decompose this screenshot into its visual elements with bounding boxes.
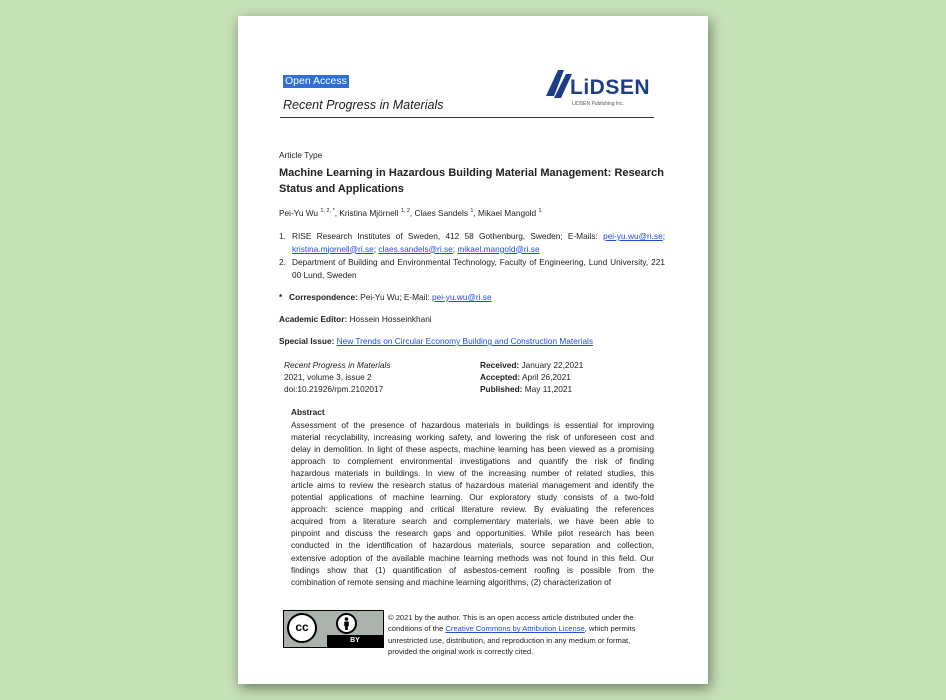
editor-label: Academic Editor: [279, 314, 348, 324]
license-text: © 2021 by the author. This is an open access article distributed under the conditions of the [388, 613, 634, 634]
affiliation-text: RISE Research Institutes of Sweden, 412 58 Gothenburg, Sweden; E-Mails: [292, 231, 598, 241]
email-link[interactable]: mikael.mangold@ri.se [457, 243, 540, 254]
abstract-line: approach: science mapping and critical literature review. By evaluating the references [291, 504, 654, 515]
affiliation-text: Department of Building and Environmental Technology, Faculty of Engineering, Lund University, 221 00 Lund, Sweden [292, 257, 665, 280]
article-title: Machine Learning in Hazardous Building Material Management: Research Status and Applications [279, 167, 664, 195]
correspondence-star: * [279, 292, 283, 302]
affiliation-number: 1. [279, 231, 286, 241]
author-affil-mark: 1 [470, 208, 474, 215]
license-text-rest: , which permits unrestricted use, distribution, and reproduction in any medium or format, provided the original work is correctly cited. [388, 624, 636, 656]
lidsen-logo [544, 64, 654, 114]
author-name: Pei-Yu Wu [279, 208, 319, 218]
publication-info [284, 359, 391, 395]
cc-by-badge[interactable] [283, 610, 384, 648]
received-label: Received: [480, 360, 520, 370]
abstract-line: findings show that (1) quantification of asbestos-cement roofing is possible from the [291, 564, 654, 575]
logo-subtitle: LIDSEN Publishing Inc. [572, 101, 624, 107]
attribution-person-icon [336, 613, 357, 634]
abstract-line: material recyclability, increasing working safety, and lowering the risk of unforeseen cost and [291, 432, 654, 443]
abstract-line: conducted in the identification of hazardous materials, source separation and collection, [291, 540, 654, 551]
affiliation-2 [279, 256, 665, 281]
special-issue-link[interactable]: New Trends on Circular Economy Building and Construction Materials [336, 336, 594, 346]
cc-icon: cc [287, 613, 317, 643]
correspondence-email-link[interactable]: pei-yu.wu@ri.se [431, 292, 492, 302]
by-label: BY [327, 635, 383, 647]
author-affil-mark: 1, 2 [400, 208, 410, 215]
special-issue-label: Special Issue: [279, 336, 335, 346]
author-name: Claes Sandels [414, 208, 469, 218]
abstract-line: Assessment of the presence of hazardous materials in buildings is essential for improving [291, 420, 654, 430]
header-divider [280, 117, 654, 118]
accepted-label: Accepted: [480, 372, 521, 382]
abstract-line: hazardous materials in buildings. In view of the increasing number of related studies, this [291, 468, 654, 479]
paper-page [238, 16, 708, 684]
abstract-line: article aims to review the research status of hazardous material management and identify the [291, 480, 654, 491]
academic-editor [279, 314, 432, 324]
abstract-line: delay in demolition. In light of these aspects, machine learning has been viewed as a promising [291, 444, 654, 455]
abstract-line: pinpoint and discuss the research gaps and opportunities. While pilot research has been [291, 528, 654, 539]
affiliation-number: 2. [279, 257, 286, 267]
abstract-body [291, 419, 654, 588]
email-link[interactable]: claes.sandels@ri.se [378, 243, 453, 254]
special-issue [279, 336, 593, 346]
logo-wordmark: LiDSEN [570, 76, 651, 99]
email-link[interactable]: kristina.mjornell@ri.se [292, 243, 374, 254]
email-link[interactable]: pei-yu.wu@ri.se [603, 231, 663, 241]
author-name: Mikael Mangold [478, 208, 537, 218]
published-label: Published: [480, 384, 523, 394]
accepted-date: April 26,2021 [521, 372, 571, 382]
abstract-line: approach to complement environmental investigations and quantify the risk of finding [291, 456, 654, 467]
article-type: Article Type [279, 150, 323, 160]
abstract-line: extensive adoption of the available machine learning methods was not found in this field. Our [291, 552, 654, 563]
correspondence [279, 292, 492, 302]
correspondence-label: Correspondence: [289, 292, 358, 302]
license-link[interactable]: Creative Commons by Attribution License [445, 624, 585, 634]
abstract-line: potential applications of machine learning. Our exploratory study consists of a two-fold [291, 492, 654, 503]
publication-dates [480, 359, 583, 395]
author-affil-mark: 1 [538, 208, 542, 215]
correspondence-text: Pei-Yu Wu; E-Mail: [360, 292, 430, 302]
open-access-label: Open Access [285, 75, 347, 87]
abstract-line: acquired from a literature search and complementary materials, we have been able to [291, 516, 654, 527]
journal-title: Recent Progress in Materials [283, 98, 444, 112]
license-statement [388, 612, 656, 657]
abstract-heading: Abstract [291, 407, 325, 417]
author-name: Kristina Mjörnell [339, 208, 399, 218]
affiliation-1: 1. RISE Research Institutes of Sweden, 412 58 Gothenburg, Sweden; E-Mails: pei-yu.wu@ri.se; kristina.mjornell@ri.se; claes.sandels@ri.se; mikael.mangold@ri.se [279, 231, 665, 254]
author-affil-mark: 1, 2, * [320, 208, 335, 215]
received-date: January 22,2021 [521, 360, 584, 370]
author-list: Pei-Yu Wu $^{1, 2, *}$, Kristina Mjörnell $^{1, 2}$, Claes Sandels $^1$, Mikael Mangold $^1$ [279, 208, 542, 218]
editor-name: Hossein Hosseinkhani [349, 314, 432, 324]
published-date: May 11,2021 [524, 384, 573, 394]
abstract-line: combination of remote sensing and machine learning algorithms, (2) characterization of [291, 576, 612, 587]
meta-volume: 2021, volume 3, issue 2 [284, 372, 372, 382]
meta-doi: doi:10.21926/rpm.2102017 [284, 384, 384, 394]
meta-journal: Recent Progress in Materials [284, 360, 391, 370]
